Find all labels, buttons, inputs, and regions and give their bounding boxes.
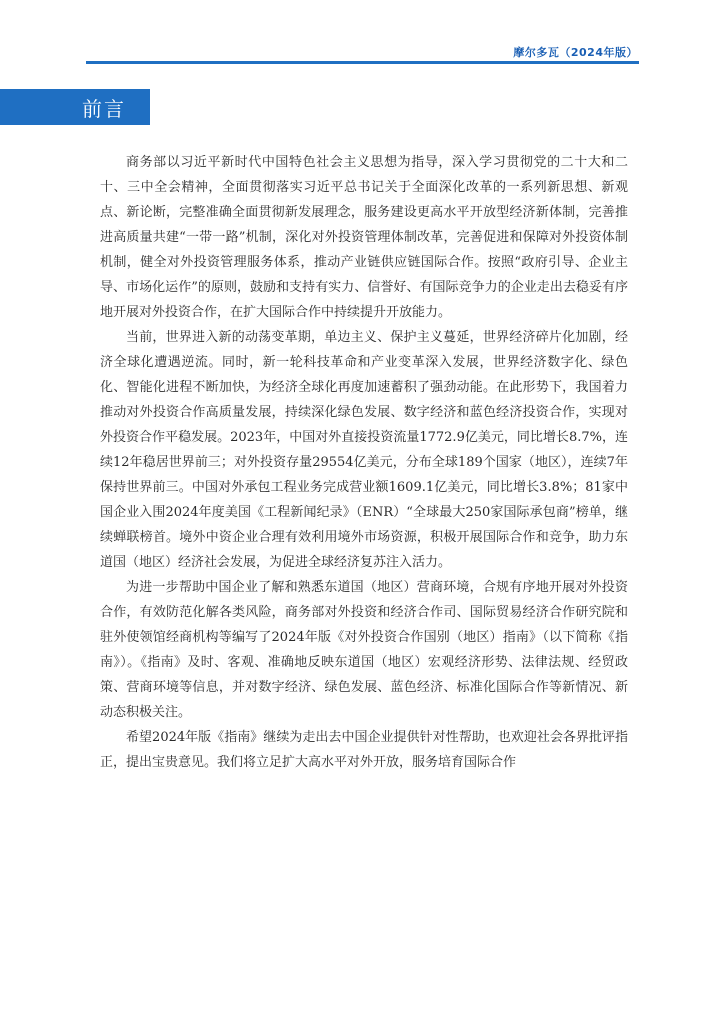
section-title: 前言 [82, 97, 126, 121]
section-title-banner [0, 89, 150, 125]
paragraph: 希望2024年版《指南》继续为走出去中国企业提供针对性帮助，也欢迎社会各界批评指正，提出宝贵意见。我们将立足扩大高水平对外开放，服务培育国际合作 [100, 730, 628, 770]
header-divider [86, 61, 639, 64]
paragraph: 商务部以习近平新时代中国特色社会主义思想为指导，深入学习贯彻党的二十大和二十、三中全会精神，全面贯彻落实习近平总书记关于全面深化改革的一系列新思想、新观点、新论断，完整准确全面贯彻新发展理念，服务建设更高水平开放型经济新体制，完善推进高质量共建“一带一路”机制，深化对外投资管理体制改革，完善促进和保障对外投资体制机制，健全对外投资管理服务体系，推动产业链供应链国际合作。按照“政府引导、企业主导、市场化运作”的原则，鼓励和支持有实力、信誉好、有国际竞争力的企业走出去稳妥有序地开展对外投资合作，在扩大国际合作中持续提升开放能力。 [100, 155, 628, 320]
document-running-header: 摩尔多瓦（2024年版） [513, 46, 638, 59]
paragraph: 当前，世界进入新的动荡变革期，单边主义、保护主义蔓延，世界经济碎片化加剧，经济全球化遭遇逆流。同时，新一轮科技革命和产业变革深入发展，世界经济数字化、绿色化、智能化进程不断加快，为经济全球化再度加速蓄积了强劲动能。在此形势下，我国着力推动对外投资合作高质量发展，持续深化绿色发展、数字经济和蓝色经济投资合作，实现对外投资合作平稳发展。2023年，中国对外直接投资流量1772.9亿美元，同比增长8.7%，连续12年稳居世界前三；对外投资存量29554亿美元，分布全球189个国家（地区），连续7年保持世界前三。中国对外承包工程业务完成营业额1609.1亿美元，同比增长3.8%；81家中国企业入围2024年度美国《工程新闻纪录》（ENR）“全球最大250家国际承包商”榜单，继续蝉联榜首。境外中资企业合理有效利用境外市场资源，积极开展国际合作和竞争，助力东道国（地区）经济社会发展，为促进全球经济复苏注入活力。 [100, 330, 628, 570]
body-text [100, 150, 628, 775]
paragraph: 为进一步帮助中国企业了解和熟悉东道国（地区）营商环境，合规有序地开展对外投资合作，有效防范化解各类风险，商务部对外投资和经济合作司、国际贸易经济合作研究院和驻外使领馆经商机构等编写了2024年版《对外投资合作国别（地区）指南》（以下简称《指南》）。《指南》及时、客观、准确地反映东道国（地区）宏观经济形势、法律法规、经贸政策、营商环境等信息，并对数字经济、绿色发展、蓝色经济、标准化国际合作等新情况、新动态积极关注。 [100, 580, 628, 720]
